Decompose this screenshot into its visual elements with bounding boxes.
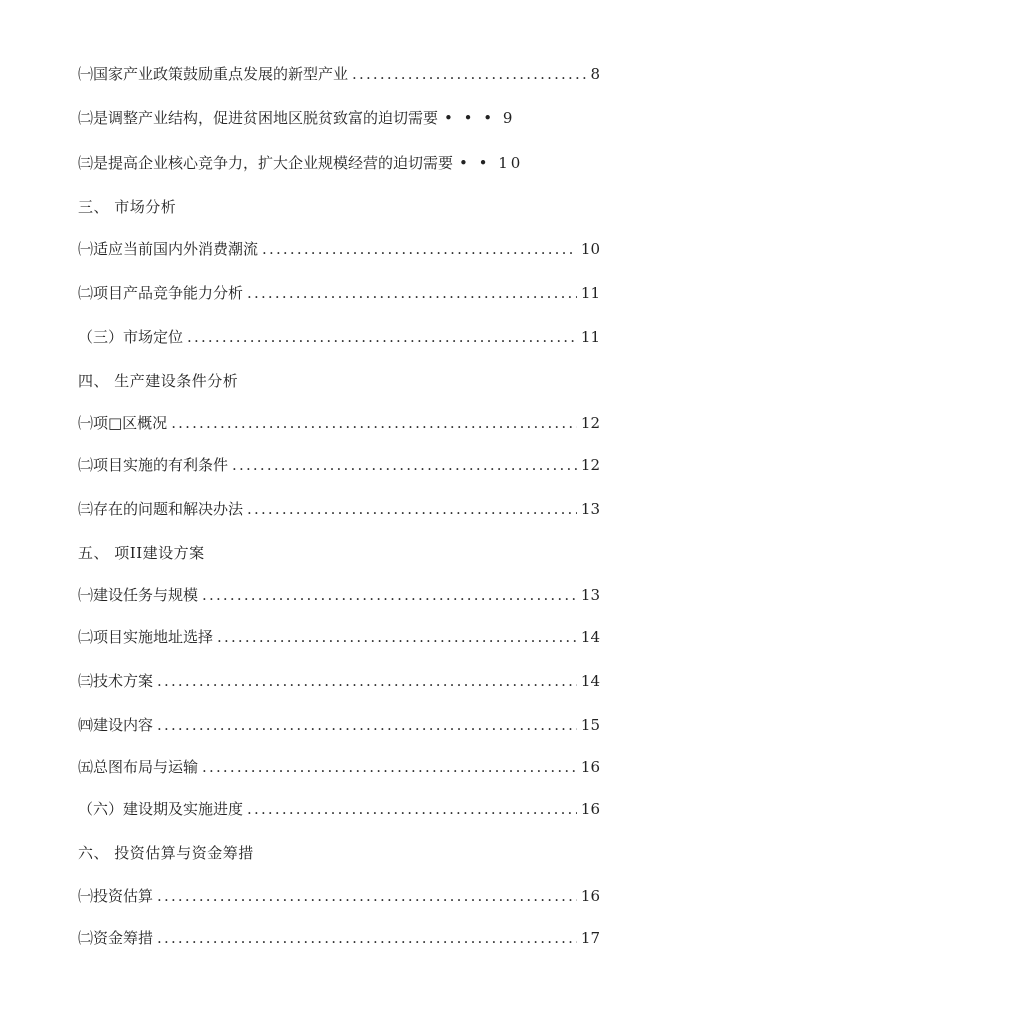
toc-entry [78,669,600,693]
toc-entry-title: ㈡项目实施的有利条件 [78,456,229,474]
toc-entry-title: ㈠投资估算 [78,887,154,905]
dot-leader [157,926,577,950]
toc-entry-title: ㈠适应当前国内外消费潮流 [78,240,259,258]
toc-entry-title: ㈡资金筹措 [78,929,154,947]
toc-page-number: • • • 9 [444,109,516,127]
toc-entry [78,755,600,779]
dot-leader [217,625,577,649]
dot-leader [247,797,577,821]
section-heading-title: 四、 生产建设条件分析 [78,372,239,390]
toc-entry [78,62,600,86]
toc-entry [78,281,600,305]
toc-page-number: 14 [580,628,600,646]
section-heading-title: 三、 市场分析 [78,198,177,216]
toc-page-number: • • 10 [459,154,524,172]
toc-entry-title: ㈡项目产品竞争能力分析 [78,284,244,302]
toc-entry-title: ㈢存在的问题和解决办法 [78,500,244,518]
toc-page-number: 16 [580,800,600,818]
dot-leader [157,669,577,693]
dot-leader [262,237,577,261]
toc-entry [78,453,600,477]
dot-leader [202,755,577,779]
dot-leader [157,884,577,908]
toc-page-number: 17 [580,929,600,947]
dot-leader [171,411,577,435]
toc-entry-title: （六）建设期及实施进度 [78,800,244,818]
toc-entry-title: ㈠项□区概况 [78,414,168,432]
toc-entry [78,497,600,521]
section-heading [78,195,478,219]
toc-page-number: 15 [580,716,600,734]
toc-page-number: 16 [580,758,600,776]
toc-page-number: 13 [580,500,600,518]
toc-entry [78,106,600,130]
dot-leader [187,325,577,349]
toc-entry [78,411,600,435]
dot-leader [202,583,577,607]
toc-entry [78,797,600,821]
toc-entry [78,625,600,649]
toc-page-number: 12 [580,414,600,432]
toc-page-number: 14 [580,672,600,690]
toc-entry-title: ㈢是提高企业核心竞争力，扩大企业规模经营的迫切需要 [78,154,454,172]
dot-leader [247,281,577,305]
toc-page-number: 11 [580,328,600,346]
toc-entry-title: ㈢技术方案 [78,672,154,690]
section-heading [78,541,478,565]
dot-leader [232,453,577,477]
toc-page-number: 16 [580,887,600,905]
toc-entry-title: ㈠建设任务与规模 [78,586,199,604]
dot-leader [352,62,586,86]
toc-entry-title: ㈤总图布局与运输 [78,758,199,776]
toc-entry [78,926,600,950]
toc-entry-title: （三）市场定位 [78,328,184,346]
toc-entry [78,713,600,737]
toc-entry [78,583,600,607]
toc-page-number: 10 [580,240,600,258]
toc-page-number: 8 [590,65,600,83]
section-heading-title: 五、 项II建设方案 [78,544,205,562]
toc-page-number: 12 [580,456,600,474]
toc-page-number: 11 [580,284,600,302]
toc-entry-title: ㈡是调整产业结构，促进贫困地区脱贫致富的迫切需要 [78,109,439,127]
toc-entry [78,151,600,175]
section-heading-title: 六、 投资估算与资金筹措 [78,844,254,862]
toc-entry [78,237,600,261]
toc-entry-title: ㈡项目实施地址选择 [78,628,214,646]
toc-entry-title: ㈣建设内容 [78,716,154,734]
toc-entry [78,325,600,349]
section-heading [78,841,478,865]
toc-page-number: 13 [580,586,600,604]
toc-entry [78,884,600,908]
section-heading [78,369,478,393]
dot-leader [247,497,577,521]
toc-entry-title: ㈠国家产业政策鼓励重点发展的新型产业 [78,65,349,83]
dot-leader [157,713,577,737]
